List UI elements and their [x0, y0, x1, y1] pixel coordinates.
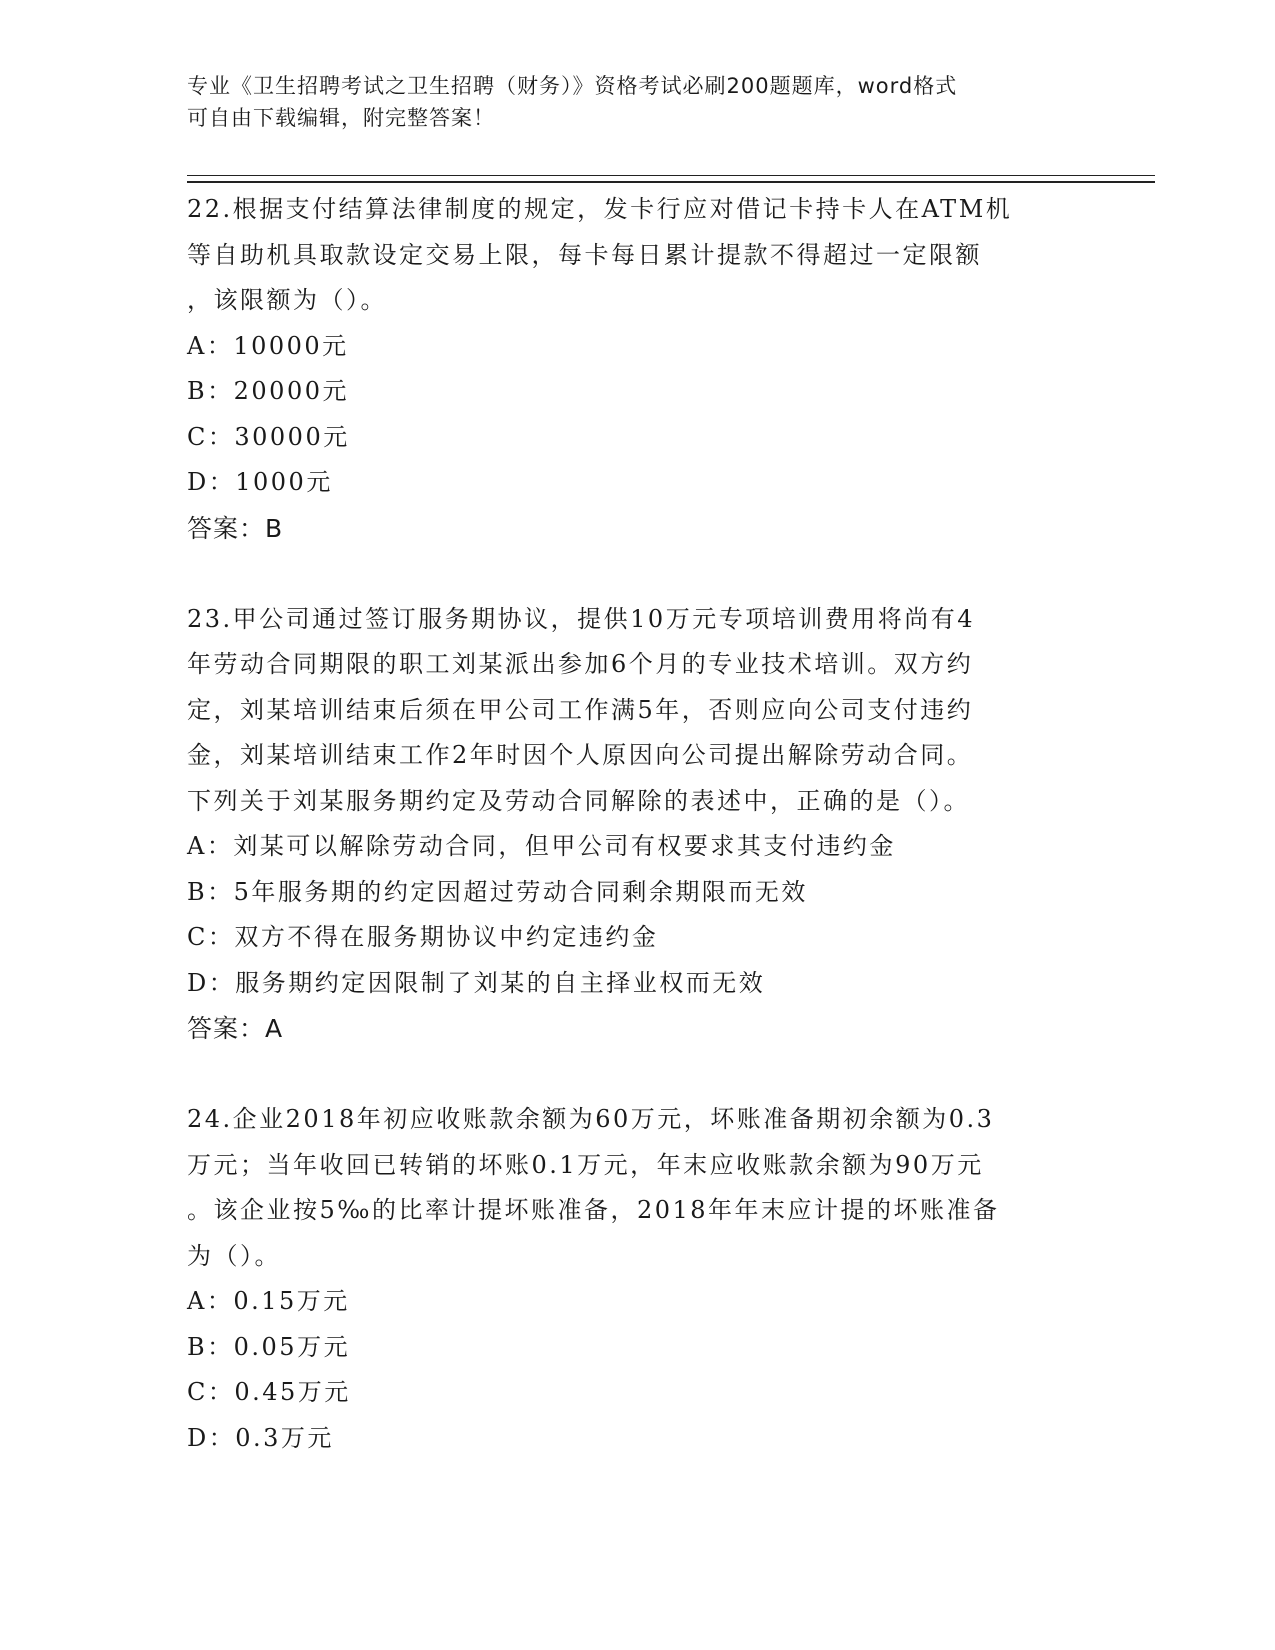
option-b: B：5年服务期的约定因超过劳动合同剩余期限而无效 [187, 877, 808, 906]
document-header [187, 70, 1067, 134]
question-spacer [187, 1052, 1087, 1098]
header-divider-thin [187, 175, 1155, 176]
question-stem-line: 24.企业2018年初应收账款余额为60万元，坏账准备期初余额为0.3 [187, 1105, 995, 1133]
option-d: D：0.3万元 [187, 1423, 334, 1452]
question-stem-line: 万元；当年收回已转销的坏账0.1万元，年末应收账款余额为90万元 [187, 1150, 984, 1179]
answer-label: 答案：B [187, 513, 284, 543]
question-23 [187, 597, 1087, 1052]
option-d: D：1000元 [187, 468, 333, 496]
option-c: C：30000元 [187, 422, 350, 451]
question-stem-line: 23.甲公司通过签订服务期协议，提供10万元专项培训费用将尚有4 [187, 604, 975, 633]
option-a: A：10000元 [187, 331, 349, 360]
question-stem-line: 为（）。 [187, 1241, 281, 1270]
question-stem-line: 22.根据支付结算法律制度的规定，发卡行应对借记卡持卡人在ATM机 [187, 195, 1013, 223]
option-a: A：刘某可以解除劳动合同，但甲公司有权要求其支付违约金 [187, 832, 896, 860]
question-24 [187, 1097, 1087, 1461]
question-list [187, 187, 1087, 1461]
header-line-1: 专业《卫生招聘考试之卫生招聘（财务）》资格考试必刷200题题库，word格式 [187, 74, 958, 98]
option-a: A：0.15万元 [187, 1287, 350, 1315]
question-spacer [187, 551, 1087, 597]
question-stem-line: 下列关于刘某服务期约定及劳动合同解除的表述中，正确的是（）。 [187, 786, 970, 815]
question-stem-line: 定，刘某培训结束后须在甲公司工作满5年，否则应向公司支付违约 [187, 695, 974, 724]
question-stem-line: ，该限额为（）。 [187, 286, 387, 314]
question-stem-line: 年劳动合同期限的职工刘某派出参加6个月的专业技术培训。双方约 [187, 650, 974, 678]
header-divider-thick [187, 181, 1155, 183]
option-c: C：0.45万元 [187, 1378, 351, 1406]
question-stem-line: 等自助机具取款设定交易上限，每卡每日累计提款不得超过一定限额 [187, 240, 982, 269]
option-b: B：0.05万元 [187, 1332, 351, 1361]
question-22 [187, 187, 1087, 551]
question-stem-line: 金，刘某培训结束工作2年时因个人原因向公司提出解除劳动合同。 [187, 741, 974, 769]
option-c: C：双方不得在服务期协议中约定违约金 [187, 923, 659, 951]
option-b: B：20000元 [187, 377, 349, 405]
answer-label: 答案：A [187, 1014, 284, 1043]
option-d: D：服务期约定因限制了刘某的自主择业权而无效 [187, 968, 766, 997]
header-line-2: 可自由下载编辑，附完整答案！ [187, 106, 495, 130]
question-stem-line: 。该企业按5‰的比率计提坏账准备，2018年年末应计提的坏账准备 [187, 1196, 1000, 1224]
